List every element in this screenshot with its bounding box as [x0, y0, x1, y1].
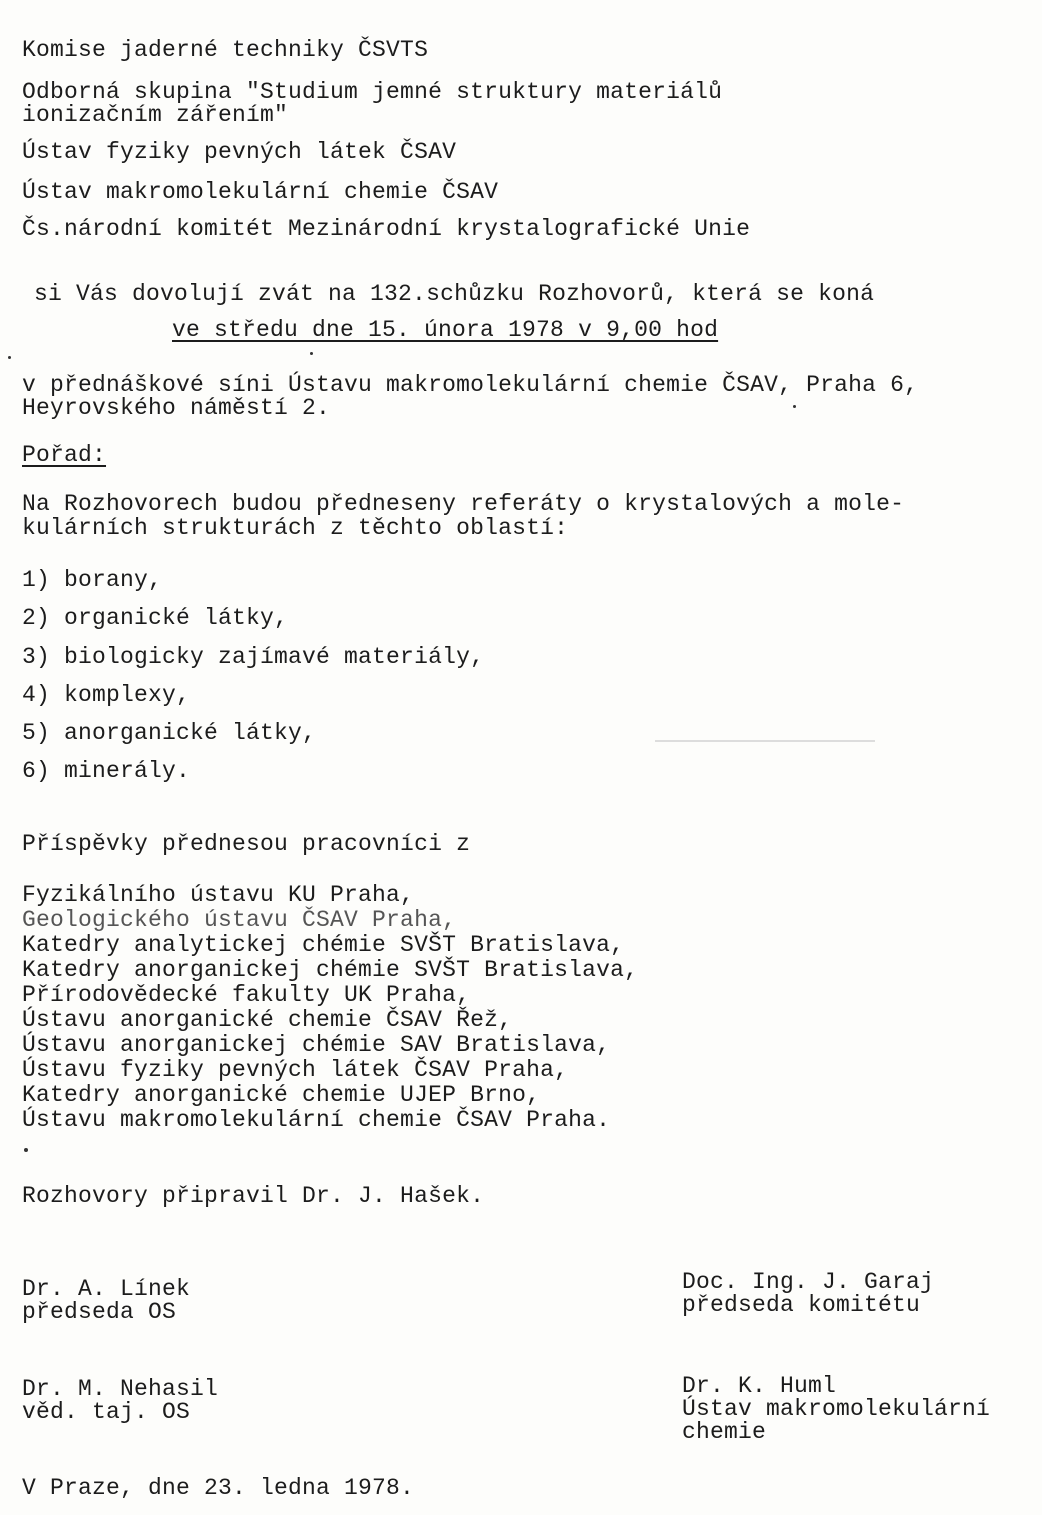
program-item: 3) biologicky zajímavé materiály,	[22, 644, 485, 670]
institution-item: Ústavu makromolekulární chemie ČSAV Praha.	[22, 1107, 611, 1133]
program-intro-1: Na Rozhovorech budou předneseny referáty o krystalových a mole-	[22, 491, 905, 517]
org-line-5: Čs.národní komitét Mezinárodní krystalografické Unie	[22, 216, 751, 242]
institution-item: Ústavu anorganickej chémie SAV Bratislava,	[22, 1032, 611, 1058]
paper-speck	[310, 352, 313, 355]
contributors-intro: Příspěvky přednesou pracovníci z	[22, 831, 471, 857]
signature-right-2-role-2: chemie	[682, 1419, 767, 1445]
program-item: 6) minerály.	[22, 758, 191, 784]
invitation-text: si Vás dovolují zvát na 132.schůzku Rozhovorů, která se koná	[34, 281, 875, 307]
program-item: 4) komplexy,	[22, 682, 191, 708]
program-heading: Pořad:	[22, 442, 107, 468]
paper-smudge	[655, 740, 875, 742]
institution-item: Přírodovědecké fakulty UK Praha,	[22, 982, 471, 1008]
closing-date: V Praze, dne 23. ledna 1978.	[22, 1475, 415, 1501]
signature-right-2-role-1: Ústav makromolekulární	[682, 1396, 991, 1422]
signature-left-1-name: Dr. A. Línek	[22, 1276, 191, 1302]
program-item: 5) anorganické látky,	[22, 720, 317, 746]
signature-right-1-name: Doc. Ing. J. Garaj	[682, 1269, 935, 1295]
signature-left-2-name: Dr. M. Nehasil	[22, 1376, 219, 1402]
institution-item: Fyzikálního ústavu KU Praha,	[22, 882, 415, 908]
meeting-place-1: v přednáškové síni Ústavu makromolekulární chemie ČSAV, Praha 6,	[22, 372, 919, 398]
institution-item: Katedry anorganické chemie UJEP Brno,	[22, 1082, 541, 1108]
paper-speck	[24, 1148, 28, 1152]
org-line-3: Ústav fyziky pevných látek ČSAV	[22, 139, 457, 165]
institution-item: Geologického ústavu ČSAV Praha,	[22, 907, 457, 933]
meeting-date: ve středu dne 15. února 1978 v 9,00 hod	[172, 317, 719, 343]
org-line-2a: Odborná skupina "Studium jemné struktury materiálů	[22, 79, 723, 105]
program-item: 1) borany,	[22, 567, 163, 593]
signature-left-1-role: předseda OS	[22, 1299, 177, 1325]
prepared-by: Rozhovory připravil Dr. J. Hašek.	[22, 1183, 485, 1209]
institution-item: Katedry anorganickej chémie SVŠT Bratislava,	[22, 957, 639, 983]
paper-speck	[8, 356, 11, 359]
org-line-4: Ústav makromolekulární chemie ČSAV	[22, 179, 499, 205]
signature-left-2-role: věd. taj. OS	[22, 1399, 191, 1425]
paper-speck	[793, 405, 796, 408]
program-intro-2: kulárních strukturách z těchto oblastí:	[22, 515, 569, 541]
institution-item: Katedry analytickej chémie SVŠT Bratislava,	[22, 932, 625, 958]
org-line-1: Komise jaderné techniky ČSVTS	[22, 37, 429, 63]
org-line-2b: ionizačním zářením"	[22, 102, 289, 128]
meeting-place-2: Heyrovského náměstí 2.	[22, 395, 331, 421]
signature-right-1-role: předseda komitétu	[682, 1292, 921, 1318]
institution-item: Ústavu anorganické chemie ČSAV Řež,	[22, 1007, 513, 1033]
program-item: 2) organické látky,	[22, 605, 289, 631]
signature-right-2-name: Dr. K. Huml	[682, 1373, 837, 1399]
institution-item: Ústavu fyziky pevných látek ČSAV Praha,	[22, 1057, 569, 1083]
